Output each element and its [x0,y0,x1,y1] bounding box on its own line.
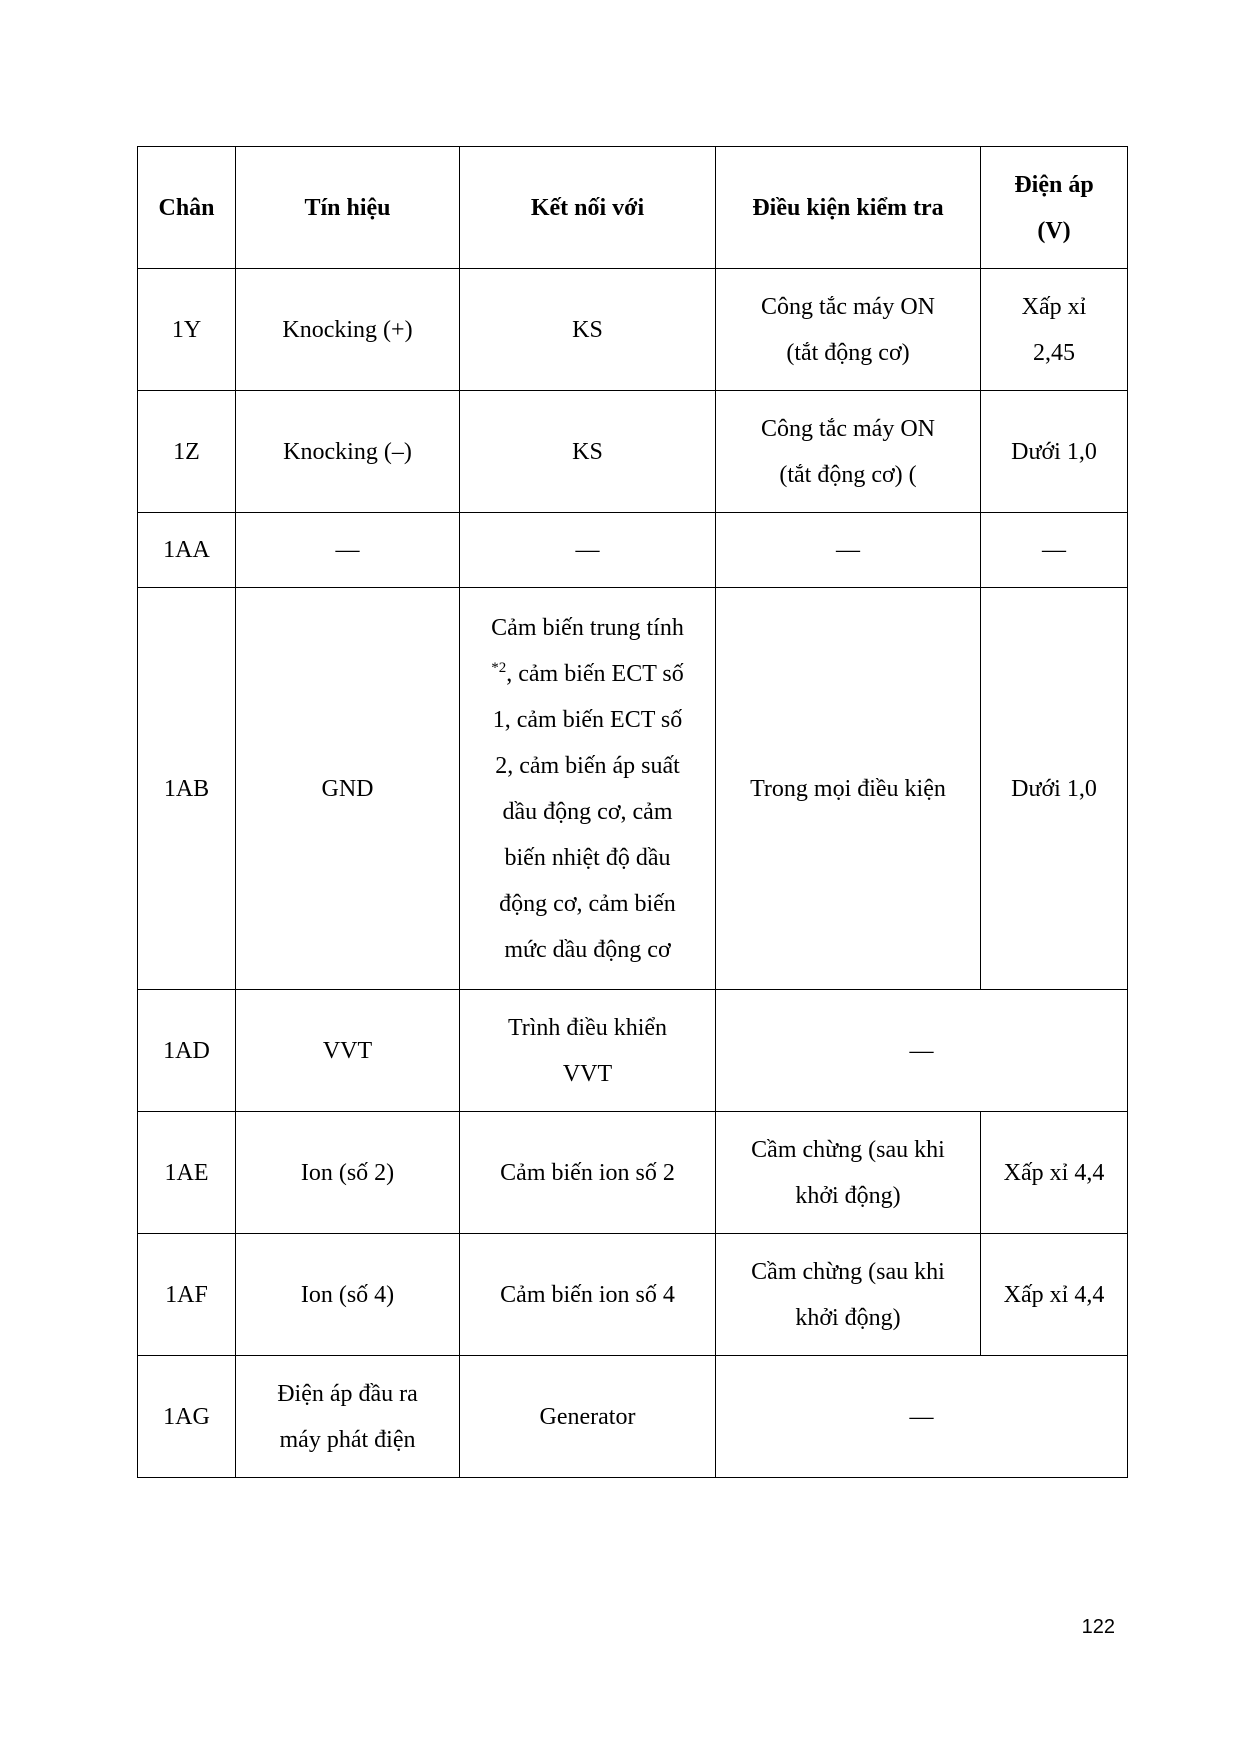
cell-connected-to: Cảm biến ion số 4 [460,1234,716,1356]
cell-pin: 1AF [138,1234,236,1356]
page-number: 122 [1081,1616,1115,1638]
cell-connected-line: dầu động cơ, cảm [502,798,673,825]
cell-signal: Ion (số 4) [236,1234,460,1356]
cell-condition: Trong mọi điều kiện [716,588,981,990]
cell-signal: Knocking (+) [236,269,460,391]
cell-voltage: — [981,513,1128,588]
cell-pin: 1Z [138,391,236,513]
cell-condition-voltage-merged: — [716,1356,1128,1478]
cell-voltage: Xấp xỉ 4,4 [981,1112,1128,1234]
cell-connected-line: mức dầu động cơ [504,936,671,963]
cell-condition-line1: Cầm chừng (sau khi [751,1258,945,1285]
table-row [138,1112,1128,1234]
cell-signal-line2: máy phát điện [279,1426,416,1453]
header-voltage-line1: Điện áp [1014,171,1094,198]
header-pin: Chân [138,147,236,269]
cell-voltage: Dưới 1,0 [981,391,1128,513]
cell-connected-line: động cơ, cảm biến [499,890,676,917]
cell-signal [236,1356,460,1478]
cell-connected-to [460,990,716,1112]
cell-condition-line2: (tắt động cơ) ( [779,461,917,488]
cell-connected-line: biến nhiệt độ dầu [504,844,671,871]
pin-table [137,146,1128,1478]
header-test-condition: Điều kiện kiểm tra [716,147,981,269]
cell-condition [716,269,981,391]
cell-condition [716,1112,981,1234]
header-connected-to: Kết nối với [460,147,716,269]
table-row [138,1356,1128,1478]
cell-voltage-line2: 2,45 [1033,339,1075,366]
cell-connected-to [460,588,716,990]
cell-condition: — [716,513,981,588]
cell-condition-line2: (tắt động cơ) [786,339,910,366]
cell-voltage-line1: Xấp xỉ [1021,293,1087,320]
cell-condition-voltage-merged: — [716,990,1128,1112]
table-row [138,269,1128,391]
cell-condition [716,391,981,513]
table-row [138,990,1128,1112]
header-signal: Tín hiệu [236,147,460,269]
cell-condition-line1: Công tắc máy ON [761,415,935,442]
cell-voltage: Xấp xỉ 4,4 [981,1234,1128,1356]
cell-connected-to: KS [460,269,716,391]
table-row [138,513,1128,588]
cell-pin: 1AG [138,1356,236,1478]
cell-condition-line2: khởi động) [795,1304,901,1331]
cell-condition-line2: khởi động) [795,1182,901,1209]
cell-connected-line: 2, cảm biến áp suất [495,752,680,779]
cell-connected-line2: VVT [562,1060,613,1087]
cell-pin: 1AD [138,990,236,1112]
cell-pin: 1AB [138,588,236,990]
cell-pin: 1AE [138,1112,236,1234]
cell-connected-to: Cảm biến ion số 2 [460,1112,716,1234]
cell-voltage [981,269,1128,391]
cell-signal: Ion (số 2) [236,1112,460,1234]
cell-condition [716,1234,981,1356]
cell-connected-line: Cảm biến trung tính [491,614,684,641]
cell-connected-to: Generator [460,1356,716,1478]
cell-connected-to: — [460,513,716,588]
cell-voltage: Dưới 1,0 [981,588,1128,990]
footnote-marker: *2 [491,659,507,676]
cell-signal: GND [236,588,460,990]
table-row [138,588,1128,990]
cell-signal: Knocking (–) [236,391,460,513]
cell-pin: 1AA [138,513,236,588]
cell-connected-line: 1, cảm biến ECT số [492,706,683,733]
table-row [138,391,1128,513]
header-voltage-line2: (V) [1037,217,1071,244]
header-voltage [981,147,1128,269]
cell-condition-line1: Công tắc máy ON [761,293,935,320]
cell-connected-line1: Trình điều khiển [507,1014,668,1041]
cell-signal-line1: Điện áp đầu ra [277,1380,418,1407]
cell-signal: VVT [236,990,460,1112]
cell-connected-to: KS [460,391,716,513]
cell-signal: — [236,513,460,588]
table-row [138,1234,1128,1356]
cell-connected-line: , cảm biến ECT số [506,660,684,687]
cell-condition-line1: Cầm chừng (sau khi [751,1136,945,1163]
cell-pin: 1Y [138,269,236,391]
table-header-row [138,147,1128,269]
